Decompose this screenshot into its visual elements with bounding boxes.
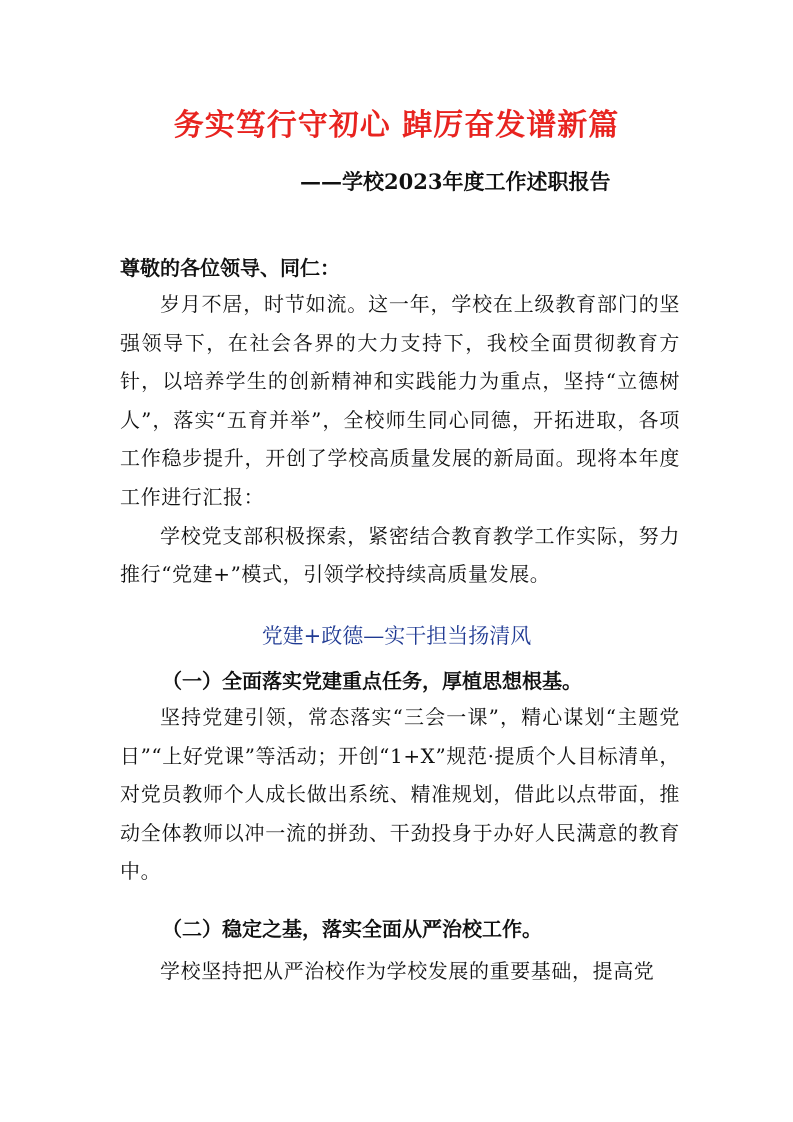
- subsection-body: [120, 952, 680, 991]
- document-subtitle: ——学校2023年度工作述职报告: [300, 169, 611, 194]
- paragraph: 坚持党建引领，常态落实“三会一课”，精心谋划“主题党日”“上好党课”等活动；开创“1+X”规范·提质个人目标清单，对党员教师个人成长做出系统、精准规划，借此以点带面，推动全体教师以冲一流的拼劲、干劲投身于办好人民满意的教育中。: [120, 705, 680, 884]
- subsection-heading: （二）稳定之基，落实全面从严治校工作。: [162, 917, 542, 941]
- greeting: 尊敬的各位领导、同仁：: [120, 256, 340, 280]
- paragraph: 学校党支部积极探索，紧密结合教育教学工作实际，努力推行“党建+”模式，引领学校持续高质量发展。: [120, 523, 680, 587]
- section-heading: 党建+政德—实干担当扬清风: [261, 624, 532, 648]
- paragraph: 岁月不居，时节如流。这一年，学校在上级教育部门的坚强领导下，在社会各界的大力支持下，我校全面贯彻教育方针，以培养学生的创新精神和实践能力为重点，坚持“立德树人”，落实“五育并举”，全校师生同心同德，开拓进取，各项工作稳步提升，开创了学校高质量发展的新局面。现将本年度工作进行汇报：: [120, 292, 680, 509]
- document-title: 务实笃行守初心 踔厉奋发谱新篇: [173, 108, 620, 143]
- paragraph: 学校坚持把从严治校作为学校发展的重要基础，提高党: [160, 959, 655, 983]
- intro-section: [120, 285, 680, 594]
- subsection-body: [120, 698, 680, 891]
- subsection-heading: （一）全面落实党建重点任务，厚植思想根基。: [162, 669, 582, 693]
